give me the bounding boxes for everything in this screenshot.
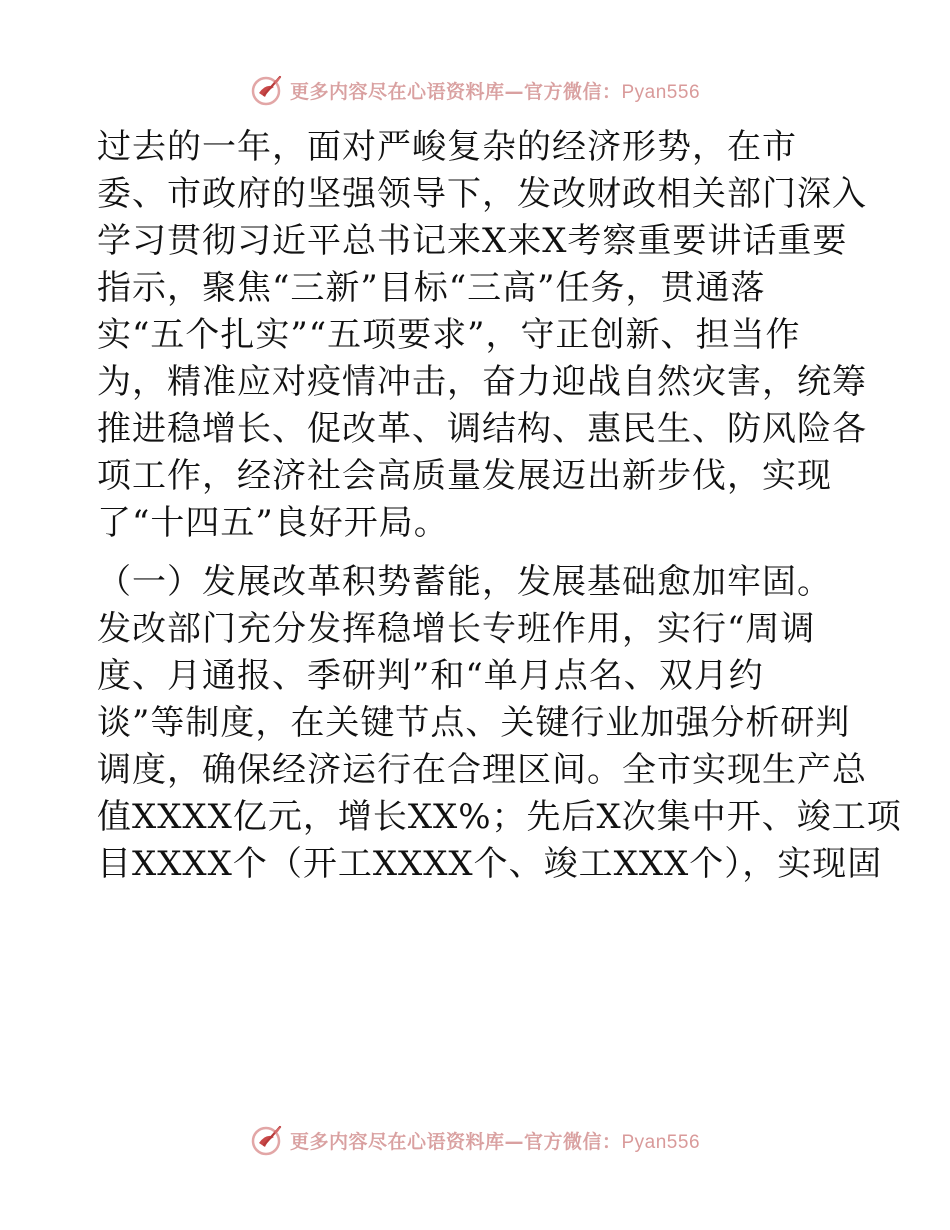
text-line: 调度，确保经济运行在合理区间。全市实现生产总 bbox=[97, 750, 867, 790]
quill-logo-icon bbox=[250, 73, 284, 107]
paragraph-section-one bbox=[97, 559, 902, 888]
text-line: 委、市政府的坚强领导下，发改财政相关部门深入 bbox=[97, 174, 867, 214]
watermark-wechat-id: Pyan556 bbox=[621, 81, 701, 103]
text-line: 过去的一年，面对严峻复杂的经济形势，在市 bbox=[97, 127, 797, 167]
text-line: 谈”等制度，在关键节点、关键行业加强分析研判 bbox=[97, 703, 851, 743]
text-line: 为，精准应对疫情冲击，奋力迎战自然灾害，统筹 bbox=[97, 362, 867, 402]
section-heading-line: （一）发展改革积势蓄能，发展基础愈加牢固。 bbox=[97, 562, 832, 602]
header-watermark bbox=[0, 70, 950, 110]
text-line: 值XXXX亿元，增长XX%；先后X次集中开、竣工项 bbox=[97, 797, 902, 837]
text-line: 学习贯彻习近平总书记来X来X考察重要讲话重要 bbox=[97, 221, 848, 261]
text-line: 发改部门充分发挥稳增长专班作用，实行“周调 bbox=[97, 609, 816, 649]
text-line: 目XXXX个（开工XXXX个、竣工XXX个），实现固 bbox=[97, 844, 883, 884]
watermark-text bbox=[290, 77, 700, 104]
text-line: 推进稳增长、促改革、调结构、惠民生、防风险各 bbox=[97, 409, 867, 449]
text-line: 指示，聚焦“三新”目标“三高”任务，贯通落 bbox=[97, 268, 766, 308]
text-line: 度、月通报、季研判”和“单月点名、双月约 bbox=[97, 656, 764, 696]
paragraph-intro bbox=[97, 124, 887, 547]
text-line: 实“五个扎实”“五项要求”，守正创新、担当作 bbox=[97, 315, 801, 355]
watermark-wechat-id: Pyan556 bbox=[621, 1131, 701, 1153]
watermark-text-cn: 更多内容尽在心语资料库—官方微信： bbox=[289, 1130, 622, 1153]
quill-logo-icon bbox=[250, 1123, 284, 1157]
watermark-text-cn: 更多内容尽在心语资料库—官方微信： bbox=[289, 80, 622, 103]
text-line: 项工作，经济社会高质量发展迈出新步伐，实现 bbox=[97, 456, 832, 496]
text-line: 了“十四五”良好开局。 bbox=[97, 503, 449, 543]
watermark-text bbox=[290, 1127, 700, 1154]
footer-watermark bbox=[0, 1120, 950, 1160]
document-body bbox=[97, 124, 902, 888]
